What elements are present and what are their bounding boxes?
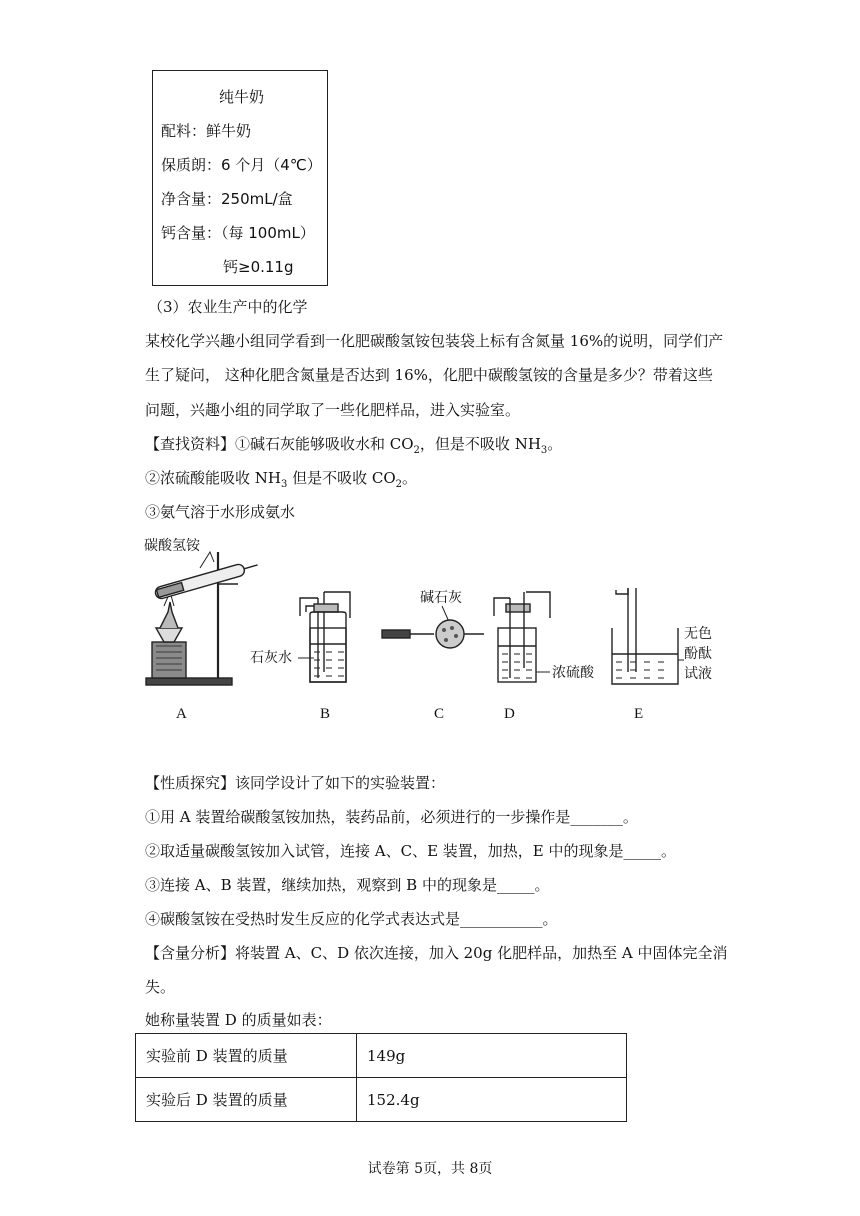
soda-lime-label: 碱石灰 <box>420 590 462 606</box>
reference-line-1: 【查找资料】①碱石灰能够吸收水和 $CO_2$，但是不吸收 $NH_3$。 <box>145 435 563 456</box>
milk-label-box <box>152 70 328 286</box>
intro-line-2: 生了疑问， 这种化肥含氮量是否达到 16%，化肥中碳酸氢铵的含量是多少？带着这些 <box>145 366 713 384</box>
table-cell-value: 149g <box>357 1034 627 1078</box>
ammonium-label: 碳酸氢铵 <box>144 538 200 554</box>
table-row <box>136 1078 627 1122</box>
question-1: ①用 A 装置给碳酸氢铵加热，装药品前，必须进行的一步操作是_______。 <box>145 808 638 826</box>
indicator-label-3: 试液 <box>684 666 712 682</box>
apparatus-b <box>250 592 350 682</box>
intro-line-1: 某校化学兴趣小组同学看到一化肥碳酸氢铵包装袋上标有含氮量 16%的说明，同学们产 <box>145 332 724 350</box>
question-3: ③连接 A、B 装置，继续加热，观察到 B 中的现象是_____。 <box>145 876 550 894</box>
question-2: ②取适量碳酸氢铵加入试管，连接 A、C、E 装置，加热，E 中的现象是_____。 <box>145 842 677 860</box>
apparatus-e <box>612 588 712 684</box>
page-footer: 试卷第 5页，共 8页 <box>367 1161 493 1177</box>
indicator-label-2: 酚酞 <box>684 646 712 662</box>
table-row <box>136 1034 627 1078</box>
indicator-label-1: 无色 <box>684 626 712 642</box>
acid-label: 浓硫酸 <box>552 665 594 681</box>
apparatus-a <box>144 538 259 685</box>
letter-c: C <box>434 706 445 722</box>
milk-label-calcium-value: 钙≥0.11g <box>223 258 294 276</box>
inquiry-heading: 【性质探究】该同学设计了如下的实验装置： <box>145 774 446 792</box>
question-4: ④碳酸氢铵在受热时发生反应的化学式表达式是___________。 <box>145 910 558 928</box>
reference-line-3: ③氨气溶于水形成氨水 <box>145 503 296 521</box>
table-cell-value: 152.4g <box>357 1078 627 1122</box>
milk-label-shelf-life: 保质朗：6 个月（4℃） <box>161 156 322 174</box>
apparatus-c <box>382 590 484 648</box>
milk-label-title: 纯牛奶 <box>219 88 265 106</box>
milk-label-net-content: 净含量：250mL/盒 <box>161 190 293 208</box>
intro-line-3: 问题，兴趣小组的同学取了一些化肥样品，进入实验室。 <box>145 401 521 419</box>
letter-b: B <box>320 706 331 722</box>
apparatus-figure <box>138 532 728 732</box>
mass-table <box>135 1033 627 1122</box>
table-cell-label: 实验前 D 装置的质量 <box>136 1034 357 1078</box>
analysis-line-2: 失。 <box>145 978 176 996</box>
letter-e: E <box>634 706 644 722</box>
table-cell-label: 实验后 D 装置的质量 <box>136 1078 357 1122</box>
letter-a: A <box>176 706 187 722</box>
apparatus-d <box>494 592 595 682</box>
letter-d: D <box>504 706 515 722</box>
limewater-label: 石灰水 <box>250 650 292 666</box>
analysis-line-3: 她称量装置 D 的质量如表： <box>145 1011 332 1029</box>
reference-line-2: ②浓硫酸能吸收 $NH_3$ 但是不吸收 $CO_2$。 <box>145 469 418 490</box>
milk-label-calcium-header: 钙含量：（每 100mL） <box>161 224 315 242</box>
milk-label-ingredients: 配料：鲜牛奶 <box>161 122 252 140</box>
section-heading: （3）农业生产中的化学 <box>148 298 308 316</box>
analysis-line-1: 【含量分析】将装置 A、C、D 依次连接，加入 20g 化肥样品，加热至 A 中固体完全消 <box>145 944 728 962</box>
